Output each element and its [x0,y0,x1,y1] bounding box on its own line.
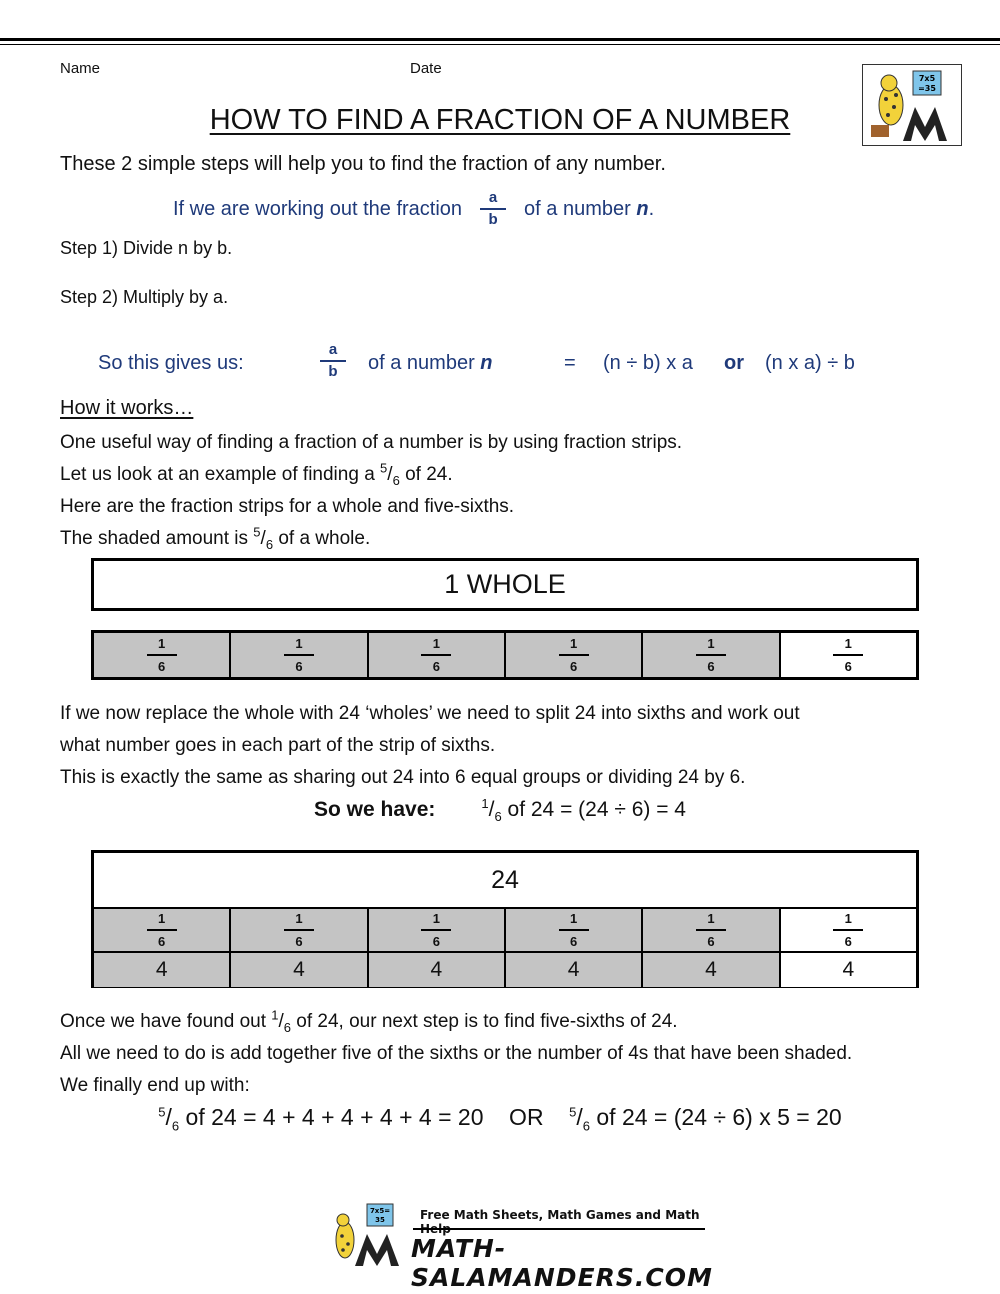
value-cell: 4 [94,953,231,987]
sixth-cell: 1 6 [506,909,643,951]
sixth-cell: 1 6 [643,633,780,677]
footer-salamander-icon [325,1202,405,1272]
explain-line-2: Let us look at an example of finding a $^5/_6$ of 24. [60,460,453,488]
sixths-strip [91,630,919,680]
table-values-row [94,953,916,987]
value-cell: 4 [643,953,780,987]
value-cell: 4 [781,953,916,987]
formula-line [98,340,938,388]
rule-prefix: If we are working out the fraction [173,198,463,220]
formula-equals: = [564,352,576,374]
final-equation: $^5/_6$ of 24 = 4 + 4 + 4 + 4 + 4 = 20 OR $^5/_6$ of 24 = (24 ÷ 6) x 5 = 20 [158,1104,842,1134]
name-label: Name [60,60,101,77]
sixth-cell: 1 6 [369,633,506,677]
formula-expr1: (n ÷ b) x a [603,352,693,374]
para2-line-2: what number goes in each part of the strip of sixths. [60,735,496,756]
explain-line-3: Here are the fraction strips for a whole and five-sixths. [60,496,515,517]
so-we-have-expr: of 24 = (24 ÷ 6) = 4 [501,798,686,821]
para3-line-3: We finally end up with: [60,1075,250,1096]
so-we-have-line: So we have: $^1/_6$ of 24 = (24 ÷ 6) = 4 [313,796,686,825]
top-rule-thin [0,44,1000,45]
formula-denominator: b [328,363,338,380]
explain-block [60,427,682,555]
rule-fraction [480,190,506,228]
table-top-cell: 24 [94,853,916,909]
svg-text:35: 35 [375,1216,385,1224]
value-cell: 4 [506,953,643,987]
svg-text:=35: =35 [918,84,936,93]
rule-denominator: b [488,211,498,228]
intro-text: These 2 simple steps will help you to find the fraction of any number. [60,153,666,175]
para3-line-2: All we need to do is add together five of the sixths or the number of 4s that have been shaded. [60,1043,853,1064]
sixth-cell-unshaded: 1 6 [781,909,916,951]
sixth-cell: 1 6 [643,909,780,951]
table-sixths-row [94,909,916,953]
para2-line-1: If we now replace the whole with 24 ‘wholes’ we need to split 24 into sixths and work out [60,703,800,724]
rule-end: . [648,198,655,220]
whole-strip [91,558,919,611]
step-1: Step 1) Divide n by b. [60,238,233,258]
formula-expr2: (n x a) ÷ b [765,352,855,374]
sixth-cell: 1 6 [94,909,231,951]
how-heading: How it works… [60,397,194,419]
sixth-cell: 1 6 [94,633,231,677]
so-we-have-label: So we have: [313,798,436,821]
logo-board-text: 7x5 [918,74,936,83]
para3 [60,1006,852,1102]
formula-or: or [724,352,744,374]
step-2: Step 2) Multiply by a. [60,287,229,307]
date-label: Date [410,60,442,77]
sixth-cell-unshaded: 1 6 [781,633,916,677]
para3-line-1: Once we have found out $^1/_6$ of 24, our next step is to find five-sixths of 24. [60,1007,678,1035]
rule-var: n [636,198,649,220]
sixth-cell: 1 6 [506,633,643,677]
para2-line-3: This is exactly the same as sharing out 24 into 6 equal groups or dividing 24 by 6. [60,767,746,788]
sixth-cell: 1 6 [231,633,368,677]
rule-suffix: of a number [524,198,631,220]
value-cell: 4 [369,953,506,987]
sixth-cell: 1 6 [231,909,368,951]
footer-rule [413,1228,705,1230]
para2 [60,698,800,794]
value-cell: 4 [231,953,368,987]
rule-numerator: a [488,189,498,206]
rule-line [173,190,654,228]
footer-brand[interactable]: MATH-SALAMANDERS.COM [411,1234,713,1292]
footer-board-text: 7x5= [369,1207,391,1215]
formula-fraction [320,342,346,380]
twenty-four-table [91,850,919,988]
page-title: HOW TO FIND A FRACTION OF A NUMBER [209,104,791,136]
formula-lead: So this gives us: [98,352,244,374]
formula-var: n [480,352,493,374]
footer-tagline: Free Math Sheets, Math Games and Math [420,1208,700,1222]
footer-logo [325,1202,715,1292]
formula-mid: of a number [368,352,475,374]
sixth-cell: 1 6 [369,909,506,951]
formula-numerator: a [328,341,338,358]
whole-label: 1 WHOLE [444,569,566,599]
explain-line-1: One useful way of finding a fraction of a number is by using fraction strips. [60,432,683,453]
explain-line-4: The shaded amount is $^5/_6$ of a whole. [60,524,371,552]
top-rule [0,38,1000,41]
